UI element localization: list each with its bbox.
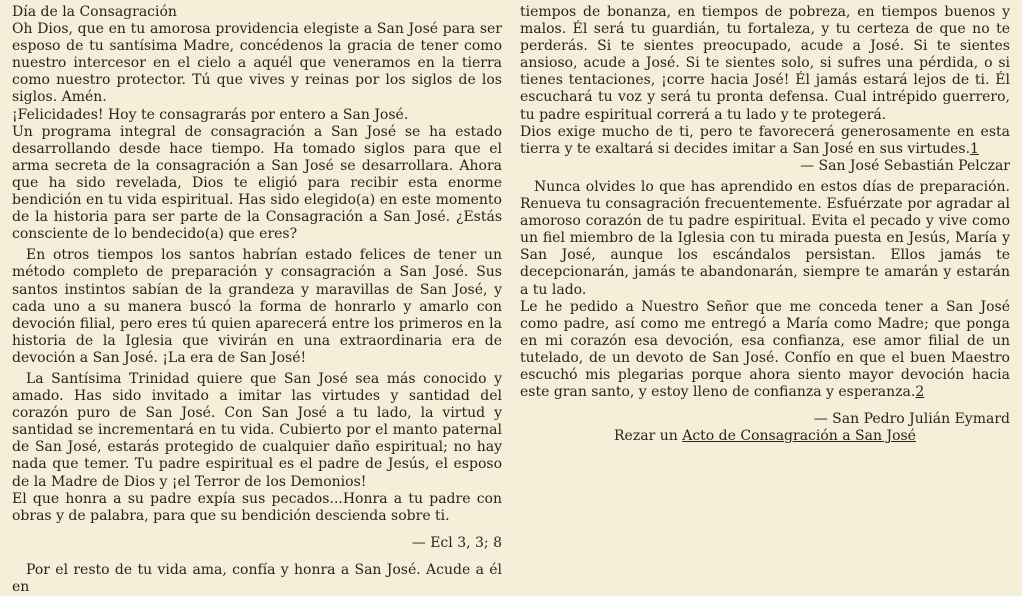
footnote-link-1[interactable]: 1 — [970, 140, 979, 157]
pray-line — [520, 428, 1010, 445]
pray-prefix: Rezar un — [614, 428, 683, 445]
paragraph-saints: En otros tiempos los santos habrían estado felices de tener un método completo de preparación y consagración a San José. Sus santos instintos sabían de la grandeza y maravillas de San José, y cada uno a su manera buscó la forma de honrarlo y amarlo con devoción filial, pero eres tú quien aparecerá entre los primeros en la historia de la Iglesia que vivirán en una extraordinaria era de devoción a San José. ¡La era de San José! — [12, 247, 502, 366]
paragraph-never-forget: Nunca olvides lo que has aprendido en estos días de preparación. Renueva tu consagración frecuentemente. Esfuérzate por agradar al amoroso corazón de tu padre espiritual. Evita el pecado y vive como un fiel miembro de la Iglesia con tu mirada puesta en Jesús, María y San José, aunque los escándalos persistan. Ellos jamás te decepcionarán, jamás te abandonarán, siempre te amarán y estarán a tu lado. — [520, 178, 1010, 298]
paragraph-trinity: La Santísima Trinidad quiere que San José sea más conocido y amado. Has sido invitado a imitar las virtudes y santidad del corazón puro de San José. Con San José a tu lado, la virtud y santidad se incrementará en tu vida. Cubierto por el manto paternal de San José, estarás protegido de cualquier daño espiritual; no hay nada que temer. Tu padre espiritual es el padre de Jesús, el esposo de la Madre de Dios y ¡el Terror de los Demonios! — [12, 370, 502, 490]
right-column — [520, 4, 1010, 445]
scripture-source: — Ecl 3, 3; 8 — [411, 534, 502, 551]
scripture-quote: El que honra a su padre expía sus pecados...Honra a tu padre con obras y de palabra, para que su bendición descienda sobre ti. — [12, 490, 502, 524]
opening-prayer: Oh Dios, que en tu amorosa providencia elegiste a San José para ser esposo de tu santísima Madre, concédenos la gracia de tener como nuestro intercesor en el cielo a aquél que veneramos en la tierra como nuestro protector. Tú que vives y reinas por los siglos de los siglos. Amén. — [12, 21, 502, 106]
section-title: Día de la Consagración — [12, 4, 177, 20]
paragraph-program: Un programa integral de consagración a San José se ha estado desarrollando desde hace tiempo. Ha tomado siglos para que el arma secreta de la consagración a San José se desarrollara. Ahora que ha sido revelada, Dios te eligió para recibir esta enorme bendición en tu vida espiritual. Has sido elegido(a) en este momento de la historia para ser parte de la Consagración a San José. ¿Estás consciente de lo bendecido(a) que eres? — [12, 123, 502, 243]
quote-pelczar-source: — San José Sebastián Pelczar — [800, 157, 1010, 174]
quote-pelczar-text: Dios exige mucho de ti, pero te favorecerá generosamente en esta tierra y te exaltará si decides imitar a San José en sus virtudes. — [520, 123, 1010, 157]
paragraph-honor: Por el resto de tu vida ama, confía y honra a San José. Acude a él en — [12, 561, 502, 595]
quote-pelczar — [520, 124, 1010, 158]
quote-eymard — [520, 299, 1010, 402]
footnote-link-2[interactable]: 2 — [915, 384, 925, 401]
congratulations-line: ¡Felicidades! Hoy te consagrarás por entero a San José. — [12, 106, 409, 123]
consecration-act-link[interactable]: Acto de Consagración a San José — [682, 428, 916, 445]
left-column — [12, 4, 502, 596]
paragraph-continued: tiempos de bonanza, en tiempos de pobreza, en tiempos buenos y malos. Él será tu guardián, tu fortaleza, y tu certeza de que no te perderás. Si te sientes preocupado, acude a José. Si te sientes ansioso, acude a José. Si te sientes solo, si sufres una pérdida, o si tienes tentaciones, ¡corre hacia José! Él jamás estará lejos de ti. Él escuchará tu voz y será tu pronta defensa. Cual intrépido guerrero, tu padre espiritual correrá a tu lado y te protegerá. — [520, 4, 1010, 123]
quote-eymard-source: — San Pedro Julián Eymard — [813, 411, 1010, 428]
quote-eymard-text: Le he pedido a Nuestro Señor que me conceda tener a San José como padre, así como me entregó a María como Madre; que ponga en mi corazón esa devoción, esa confianza, ese amor filial de un tutelado, de un devoto de San José. Confío en que el buen Maestro escuchó mis plegarias porque ahora siento mayor devoción hacia este gran santo, y estoy lleno de confianza y esperanza. — [520, 298, 1010, 401]
